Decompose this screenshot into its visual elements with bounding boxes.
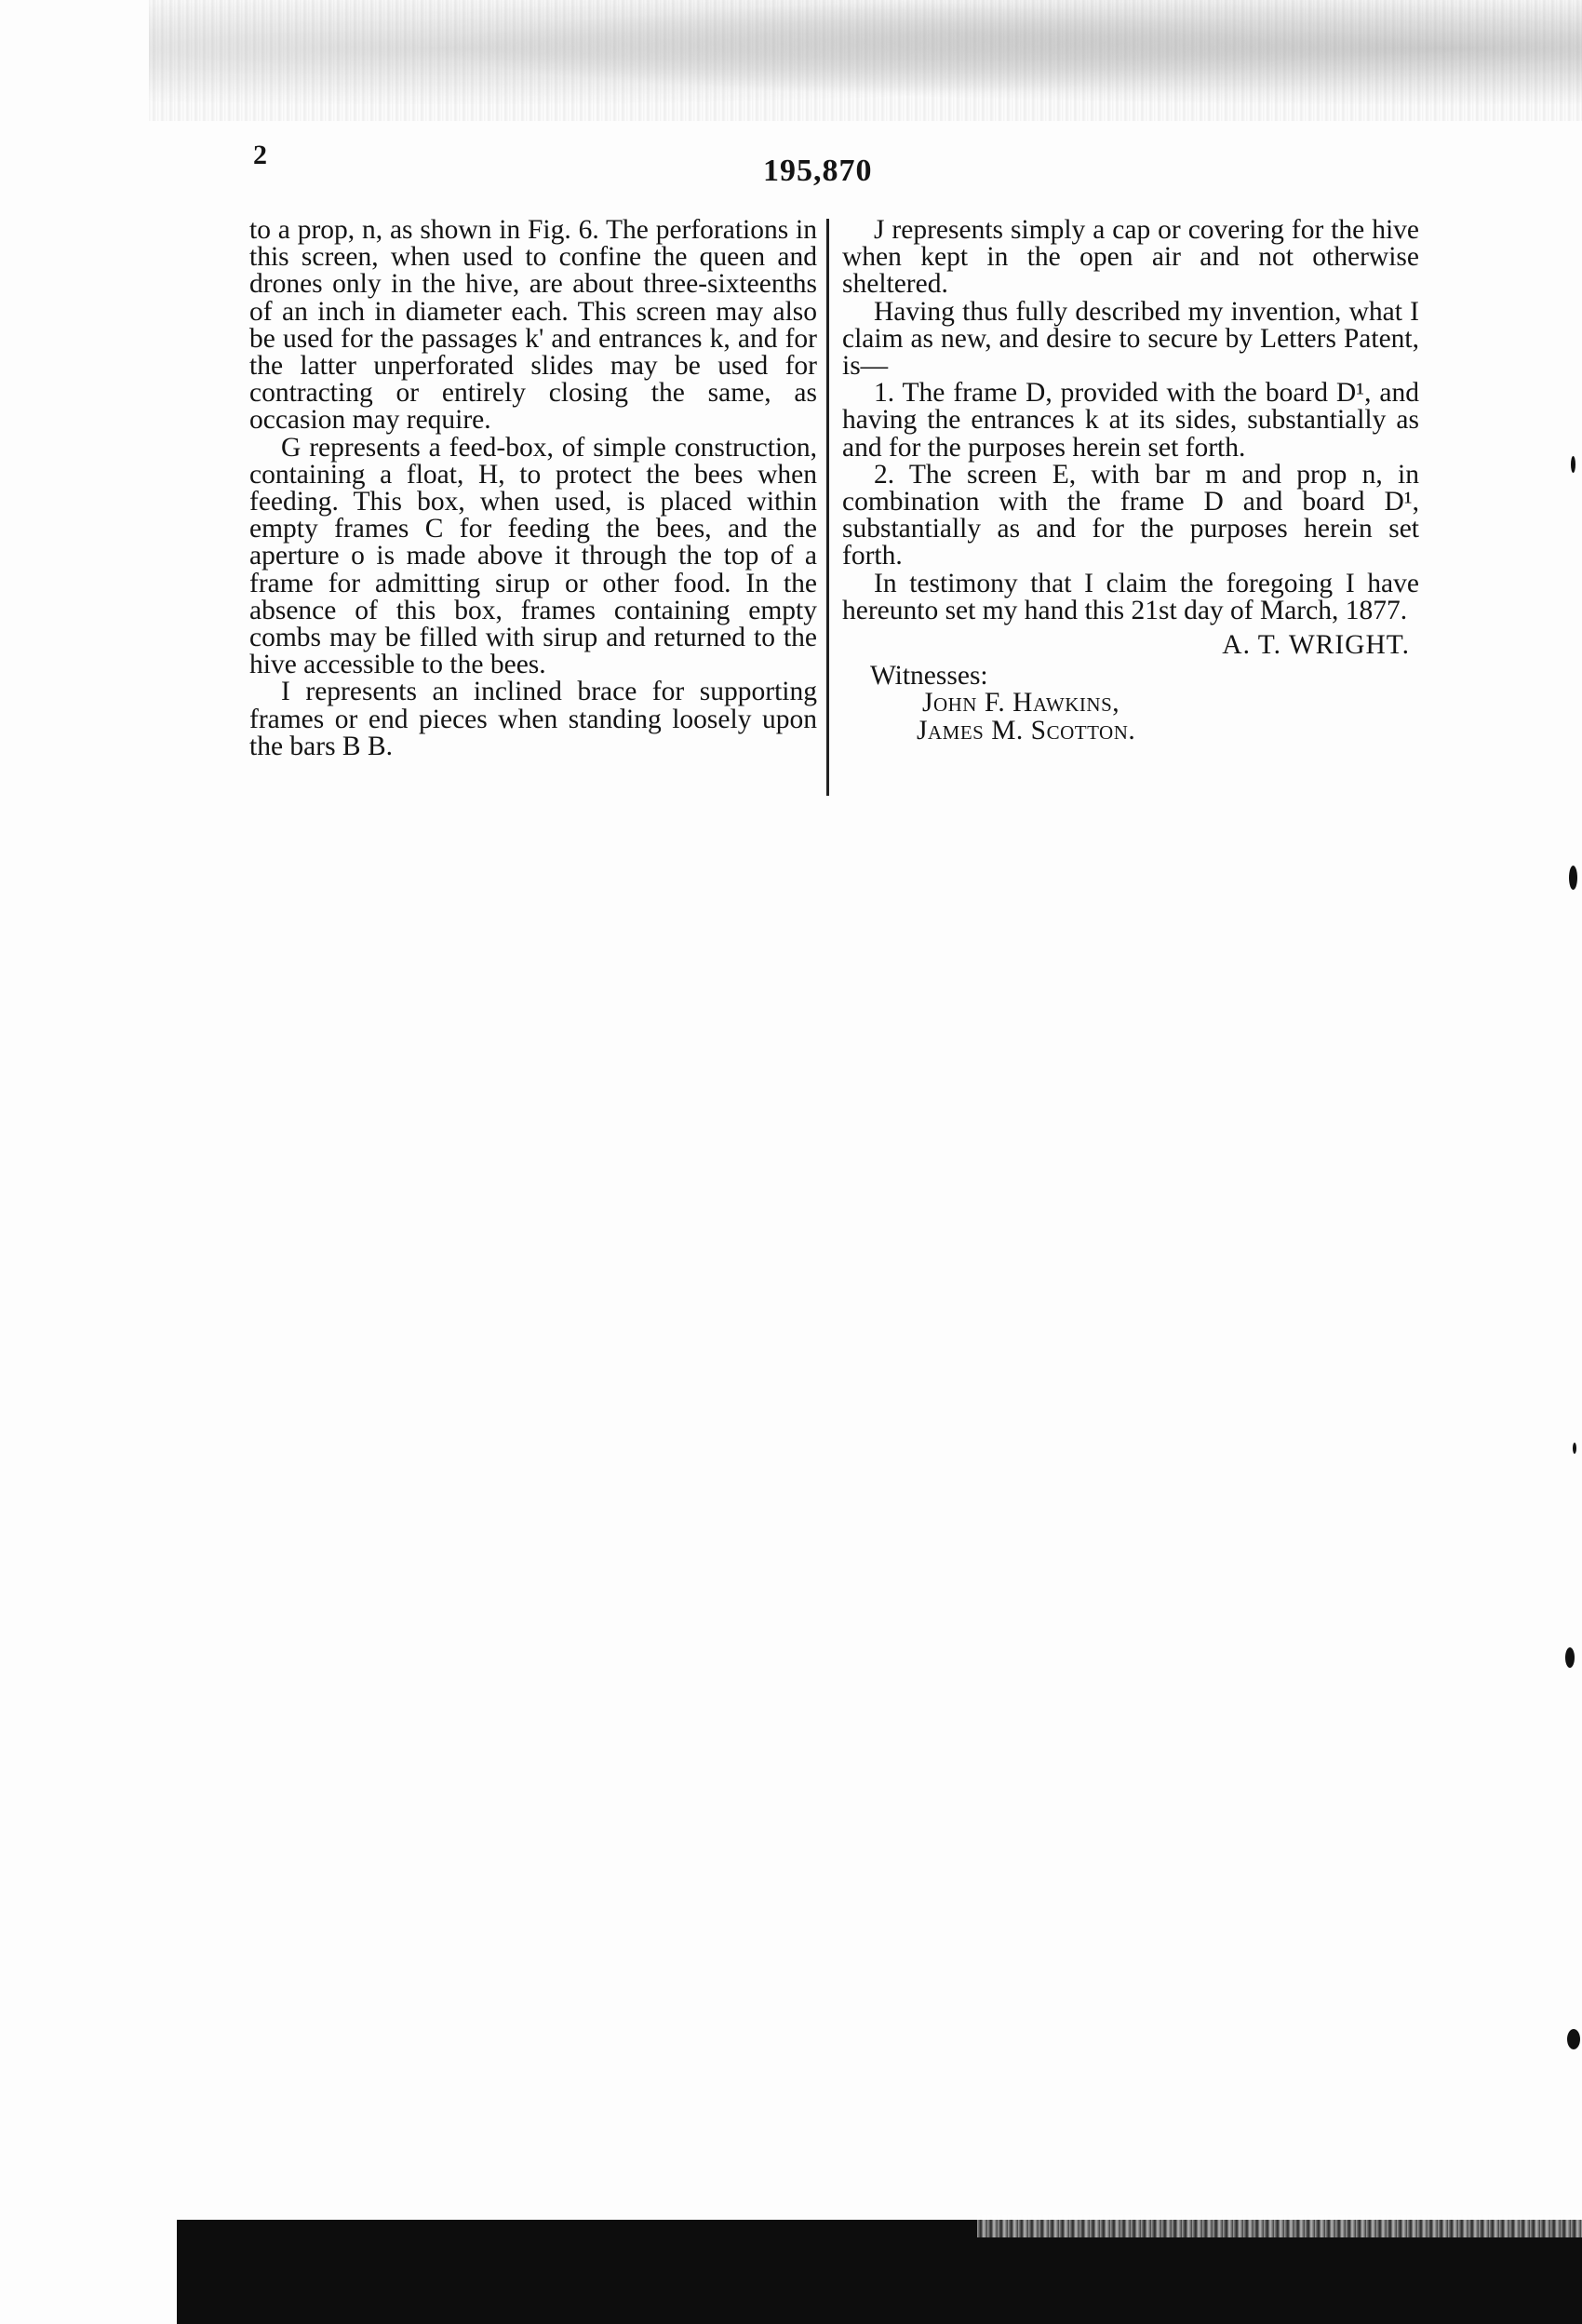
left-paragraph: I represents an inclined brace for supporting frames or end pieces when standing loosely upon the bars B B. (249, 677, 817, 761)
witnesses-label: Witnesses: (870, 661, 988, 692)
claim-2: 2. The screen E, with bar m and prop n, in combination with the frame D and board D¹, substantially as and for the purposes herein set forth. (842, 459, 1419, 571)
right-paragraph: J represents simply a cap or covering for the hive when kept in the open air and not otherwise sheltered. (842, 215, 1419, 300)
testimony-paragraph: In testimony that I claim the foregoing I have hereunto set my hand this 21st day of March, 1877. (842, 568, 1419, 625)
page-number: 2 (253, 140, 267, 170)
left-paragraph: to a prop, n, as shown in Fig. 6. The perforations in this screen, when used to confine the queen and drones only in the hive, are about three-sixteenths of an inch in diameter each. This screen may also be used for the passages k' and entrances k, and for the latter unperforated slides may be used for contracting or entirely closing the same, as occasion may require. (249, 215, 817, 436)
scan-noise-bottom (977, 2215, 1582, 2237)
right-column (842, 217, 1419, 745)
scan-specks (1563, 140, 1582, 2094)
column-divider (826, 219, 829, 796)
witness-name: John F. Hawkins, (922, 688, 1120, 719)
patent-number: 195,870 (763, 154, 873, 188)
left-paragraph: G represents a feed-box, of simple construction, containing a float, H, to protect the bees when feeding. This box, when used, is placed within empty frames C for feeding the bees, and the aperture o is made above it through the top of a frame for admitting sirup or other food. In the absence of this box, frames containing empty combs may be filled with sirup and returned to the hive accessible to the bees. (249, 432, 817, 680)
witness-name: James M. Scotton. (917, 715, 1136, 746)
claim-1: 1. The frame D, provided with the board D¹, and having the entrances k at its sides, substantially as and for the purposes herein set forth. (842, 378, 1419, 463)
left-column (249, 217, 817, 760)
inventor-signature: A. T. WRIGHT. (1222, 630, 1410, 661)
scan-noise-top (149, 0, 1582, 121)
right-paragraph: Having thus fully described my invention, what I claim as new, and desire to secure by Letters Patent, is— (842, 296, 1419, 382)
